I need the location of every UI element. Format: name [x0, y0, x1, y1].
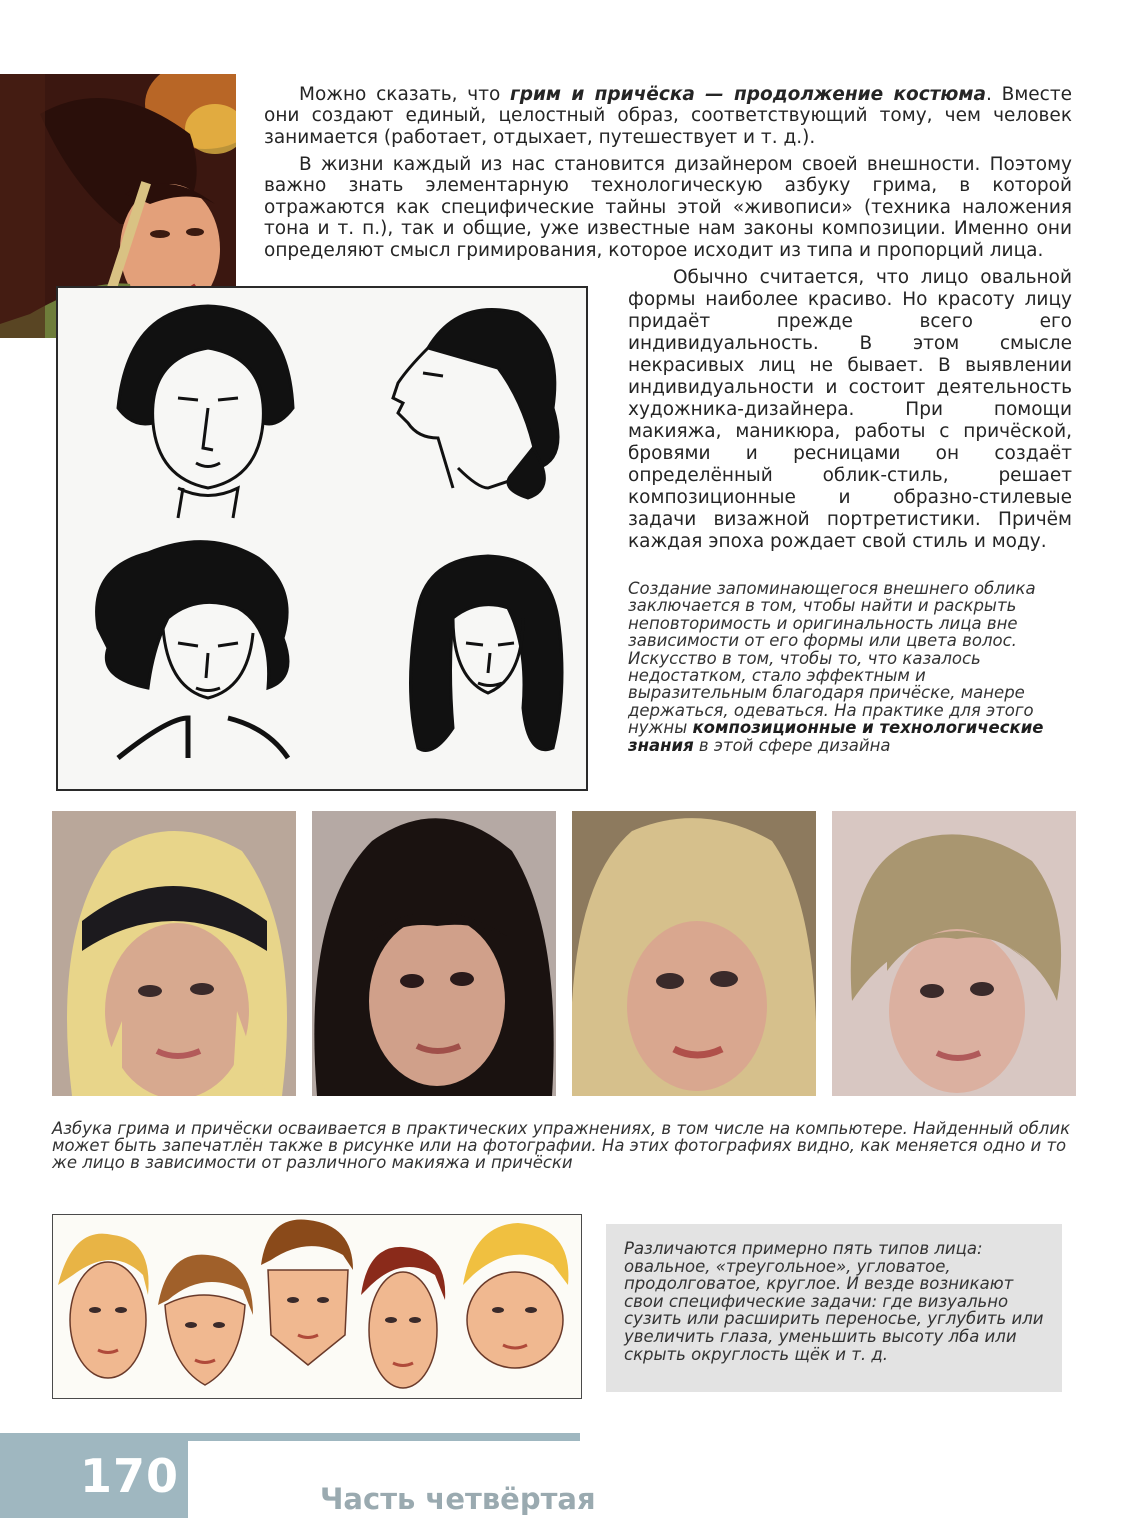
makeup-paragraph-text: В жизни каждый из нас становится дизайнером своей внешности. Поэтому важно знать элементарную технологическую азбуку грима, в которой отражаются как специфические тайны этой «живописи» (техника наложения тона и т. п.), так и общие, уже известные нам законы композиции. Именно они определяют смысл гримирования, которое исходит из типа и пропорций лица. [264, 154, 1072, 261]
sketch-bob [118, 306, 293, 518]
intro-emphasis: грим и причёска — продолжение костюма [510, 84, 986, 105]
page-number: 170 [80, 1449, 180, 1503]
sketch-caption-text: Создание запоминающегося внешнего облика заключается в том, чтобы найти и раскрыть неповторимость и оригинальность лица вне зависимости от его формы или цвета волос. Искусство в том, чтобы то, что казалось недостатком, стало эффектным и выразительным благодаря причёске, манере держаться, одеваться. На практике для этого нужны [628, 579, 1036, 738]
sketch-curly [97, 542, 288, 758]
photo-headband-blonde [52, 811, 296, 1096]
photo-volume-blonde [572, 811, 816, 1096]
sketch-caption-tail: в этой сфере дизайна [693, 735, 891, 755]
photo-dark-curly [312, 811, 556, 1096]
sketch-caption [628, 580, 1068, 754]
intro-text-start: Можно сказать, что [299, 84, 511, 105]
photos-caption [52, 1120, 1082, 1172]
sketch-profile [393, 310, 558, 498]
face-angular [261, 1220, 353, 1365]
intro-paragraph [264, 84, 1072, 148]
footer-band [0, 1433, 580, 1441]
face-types-caption-box [606, 1224, 1062, 1392]
photo-short-ash [832, 811, 1076, 1096]
face-triangular [158, 1255, 253, 1385]
sketch-long-hair [411, 556, 563, 751]
makeup-paragraph [264, 154, 1072, 261]
face-round [463, 1223, 568, 1368]
individuality-paragraph-text: Обычно считается, что лицо овальной формы наиболее красиво. Но красоту лицу придаёт прежде всего его индивидуальность. В этом смысле некрасивых лиц не бывает. В выявлении индивидуальности и состоит деятельность художника-дизайнера. При помощи макияжа, маникюра, работы с причёской, бровями и ресницами он создаёт определённый облик-стиль, решает композиционные и образно-стилевые задачи визажной портретистики. Причём каждая эпоха рождает свой стиль и моду. [628, 267, 1072, 552]
face-oblong [361, 1247, 445, 1388]
individuality-paragraph [628, 267, 1072, 553]
face-types-illustration [52, 1214, 582, 1399]
part-title: Часть четвёртая [320, 1482, 596, 1516]
sketch-caption-bold: композиционные и технологические знания [628, 718, 1044, 755]
intro-text-end: . Вместе они создают единый, целостный образ, соответствующий тому, чем человек занимается (работает, отдыхает, путешествует и т. д.). [264, 84, 1072, 148]
face-types-caption-text: Различаются примерно пять типов лица: овальное, «треугольное», угловатое, продолговатое, круглое. И везде возникают свои специфические задачи: где визуально сузить или расширить переносье, углубить или увеличить глаза, уменьшить высоту лба или скрыть округлость щёк и т. д. [624, 1239, 1044, 1364]
page-number-box [0, 1441, 188, 1518]
photos-caption-text: Азбука грима и причёски осваивается в практических упражнениях, в том числе на компьютере. Найденный облик может быть запечатлён также в рисунке или на фотографии. На этих фотографиях видно, как меняется одно и то же лицо в зависимости от различного макияжа и причёски [52, 1119, 1071, 1173]
face-oval [58, 1234, 149, 1378]
hairstyle-sketches [56, 286, 588, 791]
